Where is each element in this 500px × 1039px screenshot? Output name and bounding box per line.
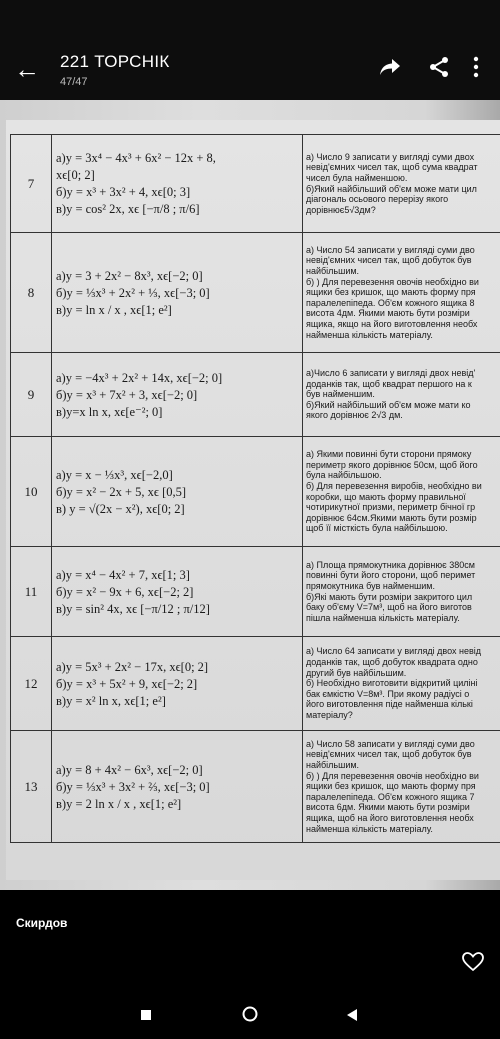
task-line: паралелепіпеда. Об'єм кожного ящика 8 xyxy=(306,297,475,308)
formula-line: а)y = 8 + 4x² − 6x³, xϵ[−2; 0] xyxy=(56,762,203,777)
task-line: паралелепіпеда. Об'єм кожного ящика 7 xyxy=(306,791,475,802)
task-line: якого дорівнює 2√3 дм. xyxy=(306,410,403,421)
task-line: б)Який найбільший об'єм може мати цил xyxy=(306,183,477,194)
table-row xyxy=(11,437,500,547)
table-row xyxy=(11,637,500,731)
task-line: а) Площа прямокутника дорівнює 380см xyxy=(306,559,475,570)
app-bar xyxy=(0,0,500,100)
task-text-cell xyxy=(303,353,500,437)
task-line: бак ємкістю V=8м³. При якому радіусі о xyxy=(306,688,470,699)
task-line: другий був найбільшим. xyxy=(306,667,407,678)
photo-viewer[interactable] xyxy=(0,100,500,890)
task-text-cell xyxy=(303,637,500,731)
formula-line: в)y = sin² 4x, xϵ [−π/12 ; π/12] xyxy=(56,601,210,616)
paper-sheet xyxy=(6,120,500,880)
task-line: чисел була найменшою. xyxy=(306,172,408,183)
task-line: невід'ємних чисел так, щоб добуток був xyxy=(306,255,472,266)
task-line: прямокутника був найменшим. xyxy=(306,580,435,591)
task-text-cell xyxy=(303,731,500,843)
variant-number: 13 xyxy=(11,731,52,843)
back-arrow-icon[interactable]: ← xyxy=(14,54,40,84)
formula-line: в)y = cos² 2x, xϵ [−π/8 ; π/6] xyxy=(56,202,200,216)
formula-line: а)y = 5x³ + 2x² − 17x, xϵ[0; 2] xyxy=(56,659,209,674)
table-row xyxy=(11,353,500,437)
variant-number: 10 xyxy=(11,437,52,547)
formula-line: а)y = x − ⅓x³, xϵ[−2,0] xyxy=(56,467,173,482)
formula-cell xyxy=(52,731,303,843)
task-line: б)Які мають бути розміри закритого цил xyxy=(306,591,473,602)
back-nav-icon[interactable] xyxy=(346,1008,358,1025)
task-line: висота 4дм. Якими мають бути розміри xyxy=(306,308,470,319)
formula-cell xyxy=(52,353,303,437)
task-line: була найбільшою. xyxy=(306,470,382,481)
task-line: а) Число 9 записати у вигляді суми двох xyxy=(306,151,475,162)
task-line: висота 6дм. Якими мають бути розміри xyxy=(306,802,470,813)
task-line: а) Число 64 записати у вигляді двох невід xyxy=(306,646,482,657)
task-text-cell xyxy=(303,547,500,637)
formula-line: б)y = x³ + 3x² + 4, xϵ[0; 3] xyxy=(56,185,191,199)
page-title: 221 ТОРСНІК xyxy=(60,52,170,71)
variant-number: 11 xyxy=(11,547,52,637)
formula-line: б)y = x² − 2x + 5, xϵ [0,5] xyxy=(56,484,187,499)
task-line: щоб її місткість була найбільшою. xyxy=(306,523,448,534)
table-row xyxy=(11,233,500,353)
task-line: невід'ємних чисел так, щоб сума квадрат xyxy=(306,162,478,173)
formula-line: б)y = x² − 9x + 6, xϵ[−2; 2] xyxy=(56,584,194,599)
formula-line: в)y = ln x / x , xϵ[1; e²] xyxy=(56,302,172,317)
task-line: коробки, що мають форму правильної xyxy=(306,491,466,502)
formula-cell xyxy=(52,547,303,637)
formula-line: б)y = x³ + 5x² + 9, xϵ[−2; 2] xyxy=(56,676,198,691)
forward-share-icon[interactable] xyxy=(378,56,402,83)
formula-line: xϵ[0; 2] xyxy=(56,168,95,182)
formula-line: б)y = x³ + 7x² + 3, xϵ[−2; 0] xyxy=(56,387,198,402)
task-line: ящика, щоб на його виготовлення необх xyxy=(306,812,474,823)
task-line: найбільшим. xyxy=(306,266,360,277)
formula-cell xyxy=(52,233,303,353)
task-line: а)Число 6 записати у вигляді двох невід' xyxy=(306,368,476,379)
table-row xyxy=(11,135,500,233)
task-line: ящика, якщо на його виготовлення необх xyxy=(306,318,478,329)
recents-icon[interactable] xyxy=(140,1008,152,1024)
task-line: пішла найменша кількість матеріалу. xyxy=(306,612,460,623)
task-line: ящики без кришок, що мають форму пря xyxy=(306,781,476,792)
task-line: а) Число 54 записати у вигляді суми дво xyxy=(306,244,475,255)
formula-line: а)y = 3 + 2x² − 8x³, xϵ[−2; 0] xyxy=(56,268,203,283)
task-line: найменша кількість матеріалу. xyxy=(306,329,433,340)
table-row xyxy=(11,731,500,843)
formula-cell xyxy=(52,437,303,547)
formula-line: в)y=x ln x, xϵ[e⁻²; 0] xyxy=(56,404,163,419)
task-line: невід'ємних чисел так, щоб добуток був xyxy=(306,749,472,760)
task-line: дорівнює 64см.Якими мають бути розмір xyxy=(306,512,477,523)
variant-number: 7 xyxy=(11,135,52,233)
task-text-cell xyxy=(303,437,500,547)
variant-number: 12 xyxy=(11,637,52,731)
home-icon[interactable] xyxy=(242,1006,258,1025)
task-line: б) ) Для перевезення овочів необхідно ви xyxy=(306,770,479,781)
task-table xyxy=(10,134,500,843)
variant-number: 8 xyxy=(11,233,52,353)
formula-line: в) y = √(2x − x²), xϵ[0; 2] xyxy=(56,501,185,516)
task-text-cell xyxy=(303,135,500,233)
task-line: матеріалу? xyxy=(306,709,353,720)
task-line: його виготовлення піде найменша кількі xyxy=(306,699,473,710)
task-line: б) ) Для перевезення овочів необхідно ви xyxy=(306,276,479,287)
formula-line: а)y = 3x⁴ − 4x³ + 6x² − 12x + 8, xyxy=(56,151,216,165)
task-line: найбільшим. xyxy=(306,760,360,771)
variant-number: 9 xyxy=(11,353,52,437)
image-counter: 47/47 xyxy=(60,76,88,88)
task-line: чотирикутної призми, периметр бічної гр xyxy=(306,502,476,513)
system-nav-bar xyxy=(0,990,500,1039)
task-line: доданків так, щоб квадрат першого на к xyxy=(306,378,472,389)
task-line: дорівнює5√3дм? xyxy=(306,204,376,215)
task-line: б)Який найбільший об'єм може мати ко xyxy=(306,399,471,410)
task-line: ящики без кришок, що мають форму пря xyxy=(306,287,476,298)
formula-line: б)y = ⅓x³ + 3x² + ⅔, xϵ[−3; 0] xyxy=(56,779,210,794)
task-line: був найменшим. xyxy=(306,389,375,400)
formula-line: в)y = 2 ln x / x , xϵ[1; e²] xyxy=(56,796,182,811)
caption-author: Скирдов xyxy=(16,916,68,930)
task-line: найменша кількість матеріалу. xyxy=(306,823,433,834)
task-line: а) Число 58 записати у вигляді суми дво xyxy=(306,738,475,749)
formula-cell xyxy=(52,135,303,233)
task-line: б) Для перевезення виробів, необхідно ви xyxy=(306,480,482,491)
share-icon[interactable] xyxy=(428,56,450,83)
formula-line: а)y = x⁴ − 4x² + 7, xϵ[1; 3] xyxy=(56,567,190,582)
task-line: доданків так, щоб добуток квадрата одно xyxy=(306,657,478,668)
like-heart-icon[interactable] xyxy=(462,952,484,978)
task-line: баку об'єму V=7м³, щоб на його виготов xyxy=(306,602,472,613)
more-options-icon[interactable] xyxy=(472,56,480,83)
formula-line: а)y = −4x³ + 2x² + 14x, xϵ[−2; 0] xyxy=(56,370,223,385)
task-line: периметр якого дорівнює 50см, щоб його xyxy=(306,459,478,470)
table-row xyxy=(11,547,500,637)
formula-line: в)y = x² ln x, xϵ[1; e²] xyxy=(56,693,166,708)
task-line: діагональ осьового перерізу якого xyxy=(306,194,449,205)
formula-cell xyxy=(52,637,303,731)
task-line: повинні бути його сторони, щоб перимет xyxy=(306,570,476,581)
formula-line: б)y = ⅓x³ + 2x² + ⅓, xϵ[−3; 0] xyxy=(56,285,210,300)
task-line: а) Якими повинні бути сторони прямоку xyxy=(306,449,472,460)
task-line: б) Необхідно виготовити відкритий циліні xyxy=(306,678,478,689)
task-text-cell xyxy=(303,233,500,353)
